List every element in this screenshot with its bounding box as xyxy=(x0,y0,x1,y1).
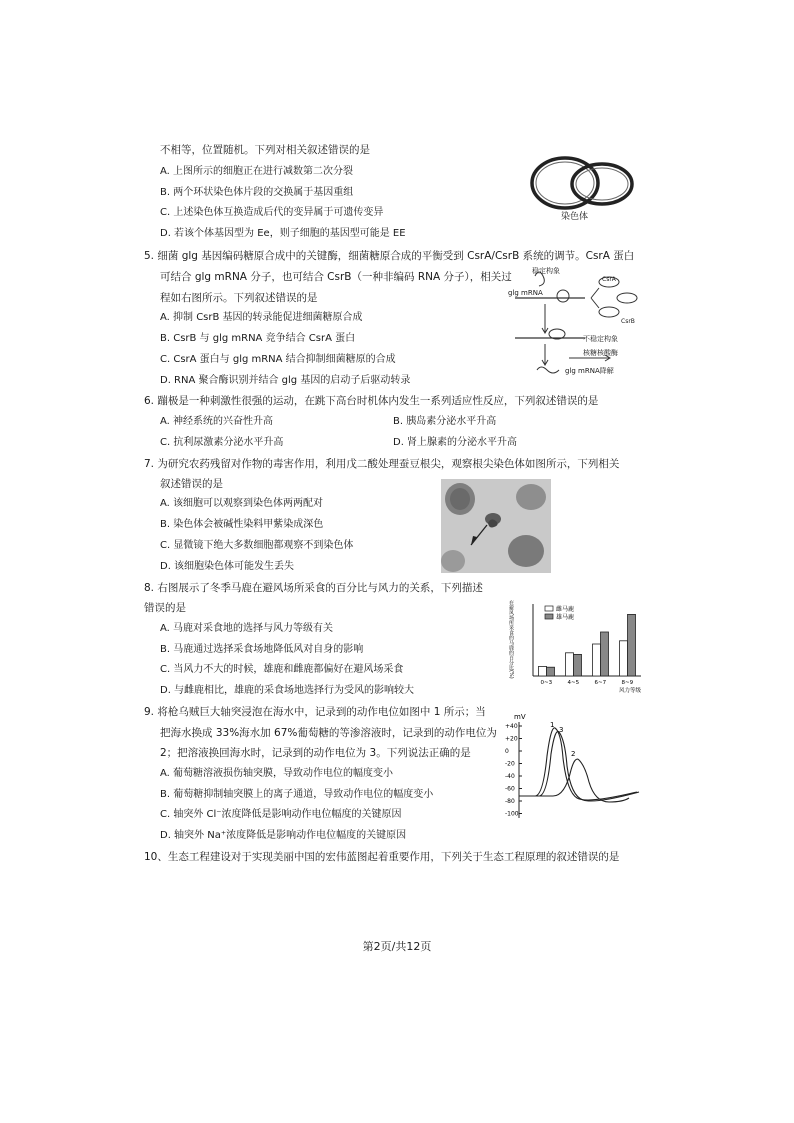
q9-option-d: D. 轴突外 Na⁺浓度降低是影响动作电位幅度的关键原因 xyxy=(160,830,407,841)
q8-option-b: B. 马鹿通过选择采食场地降低风对自身的影响 xyxy=(160,644,364,655)
bar-雌马鹿-0~3 xyxy=(539,666,547,676)
legend-label-雄马鹿: 雄马鹿 xyxy=(556,614,575,621)
ribonuclease-label: 核糖核酸酶 xyxy=(583,349,618,357)
glg-mrna-degrade-label: glg mRNA降解 xyxy=(565,367,614,375)
bar-雄马鹿-6~7 xyxy=(601,632,609,676)
q5-option-d: D. RNA 聚合酶识别并结合 glg 基因的启动子后驱动转录 xyxy=(160,375,411,386)
q7-option-b: B. 染色体会被碱性染料甲紫染成深色 xyxy=(160,519,324,530)
q4-option-a: A. 上图所示的细胞正在进行减数第二次分裂 xyxy=(160,166,354,177)
q6-stem: 6. 蹦极是一种刺激性很强的运动，在跳下高台时机体内发生一系列适应性反应，下列叙述错误的是 xyxy=(144,395,599,407)
legend-label-雌马鹿: 雌马鹿 xyxy=(556,606,575,613)
q9-stem-line1: 9. 将枪乌贼巨大轴突浸泡在海水中，记录到的动作电位如图中 1 所示；当 xyxy=(144,706,486,718)
x-tick-label: 6~7 xyxy=(594,680,607,686)
q9-option-a: A. 葡萄糖溶液损伤轴突膜，导致动作电位的幅度变小 xyxy=(160,768,394,779)
curve-label-1: 1 xyxy=(550,721,555,729)
q7-option-c: C. 显微镜下绝大多数细胞都观察不到染色体 xyxy=(160,540,354,551)
y-tick-label: +40 xyxy=(505,723,518,730)
x-tick-label: 4~5 xyxy=(567,680,580,686)
q4-option-b: B. 两个环状染色体片段的交换属于基因重组 xyxy=(160,187,354,198)
q9-option-c: C. 轴突外 Cl⁻浓度降低是影响动作电位幅度的关键原因 xyxy=(160,809,402,820)
deer-wind-bar-chart xyxy=(507,596,651,696)
page-number: 第2页/共12页 xyxy=(362,940,432,953)
legend-swatch-雌马鹿 xyxy=(545,606,553,611)
q5-stem-line1: 5. 细菌 glg 基因编码糖原合成中的关键酶，细菌糖原合成的平衡受到 CsrA/CsrB 系统的调节。CsrA 蛋白 xyxy=(144,250,635,262)
bar-雌马鹿-6~7 xyxy=(593,644,601,676)
csra-regulation-diagram xyxy=(505,268,645,388)
unstable-conformation-label: 不稳定构象 xyxy=(583,335,618,343)
action-potential-chart xyxy=(505,710,645,822)
q8-stem-line2: 错误的是 xyxy=(144,602,186,614)
x-axis-label: 风力等级 xyxy=(619,688,642,694)
q6-option-a: A. 神经系统的兴奋性升高 xyxy=(160,416,274,427)
q6-option-b: B. 胰岛素分泌水平升高 xyxy=(393,416,497,427)
q4-option-d: D. 若该个体基因型为 Ee，则子细胞的基因型可能是 EE xyxy=(160,228,406,239)
y-tick-label: -40 xyxy=(505,773,515,780)
mv-unit-label: mV xyxy=(514,713,526,721)
glg-mrna-label: glg mRNA xyxy=(508,289,543,297)
y-tick-label: -60 xyxy=(505,785,515,793)
q9-stem-line3: 2；把溶液换回海水时，记录到的动作电位为 3。下列说法正确的是 xyxy=(160,747,471,759)
ring-chromosome-figure xyxy=(527,150,637,230)
bar-雄马鹿-0~3 xyxy=(547,667,555,676)
y-axis-label: 在避风场所采食的马鹿的百分比(%) xyxy=(508,600,514,679)
chromosome-label: 染色体 xyxy=(561,212,589,222)
bar-雌马鹿-8~9 xyxy=(620,641,628,676)
q7-option-a: A. 该细胞可以观察到染色体两两配对 xyxy=(160,498,324,509)
curve-label-3: 3 xyxy=(559,726,564,734)
q7-stem-line1: 7. 为研究农药残留对作物的毒害作用，利用戊二酸处理蚕豆根尖，观察根尖染色体如图所示，下列相关 xyxy=(144,458,620,470)
stable-conformation-label: 稳定构象 xyxy=(532,267,560,275)
q5-option-b: B. CsrB 与 glg mRNA 竞争结合 CsrA 蛋白 xyxy=(160,333,356,344)
legend-swatch-雄马鹿 xyxy=(545,614,553,619)
q4-option-c: C. 上述染色体互换造成后代的变异属于可遗传变异 xyxy=(160,207,384,218)
x-tick-label: 8~9 xyxy=(621,680,634,686)
q5-option-a: A. 抑制 CsrB 基因的转录能促进细菌糖原合成 xyxy=(160,312,363,323)
y-tick-label: -100 xyxy=(505,810,519,818)
q9-stem-line2: 把海水换成 33%海水加 67%葡萄糖的等渗溶液时，记录到的动作电位为 xyxy=(160,727,497,739)
bar-雌马鹿-4~5 xyxy=(566,653,574,676)
curve-label-2: 2 xyxy=(571,750,576,758)
q5-stem-line2: 可结合 glg mRNA 分子，也可结合 CsrB（一种非编码 RNA 分子），相关过 xyxy=(160,271,512,283)
bar-雄马鹿-8~9 xyxy=(628,614,636,676)
q4-intro: 不相等，位置随机。下列对相关叙述错误的是 xyxy=(160,144,370,156)
y-tick-label: -20 xyxy=(505,760,515,768)
q5-option-c: C. CsrA 蛋白与 glg mRNA 结合抑制细菌糖原的合成 xyxy=(160,354,396,365)
q6-option-d: D. 肾上腺素的分泌水平升高 xyxy=(393,437,518,448)
root-tip-micrograph xyxy=(441,479,551,573)
q8-option-a: A. 马鹿对采食地的选择与风力等级有关 xyxy=(160,623,334,634)
q7-stem-line2: 叙述错误的是 xyxy=(160,478,223,490)
q8-option-c: C. 当风力不大的时候，雄鹿和雌鹿都偏好在避风场采食 xyxy=(160,664,404,675)
q8-option-d: D. 与雌鹿相比，雄鹿的采食场地选择行为受风的影响较大 xyxy=(160,685,415,696)
csrb-label: CsrB xyxy=(621,318,635,325)
csra-label: CsrA xyxy=(602,276,616,283)
bar-雄马鹿-4~5 xyxy=(574,654,582,676)
q10-stem: 10、生态工程建设对于实现美丽中国的宏伟蓝图起着重要作用，下列关于生态工程原理的叙述错误的是 xyxy=(144,851,620,863)
x-tick-label: 0~3 xyxy=(540,680,553,686)
q6-option-c: C. 抗利尿激素分泌水平升高 xyxy=(160,437,284,448)
q7-option-d: D. 该细胞染色体可能发生丢失 xyxy=(160,561,295,572)
q9-option-b: B. 葡萄糖抑制轴突膜上的离子通道，导致动作电位的幅度变小 xyxy=(160,789,434,800)
y-tick-label: 0 xyxy=(505,748,509,755)
q5-stem-line3: 程如右图所示。下列叙述错误的是 xyxy=(160,292,318,304)
y-tick-label: +20 xyxy=(505,735,518,743)
q8-stem-line1: 8. 右图展示了冬季马鹿在避风场所采食的百分比与风力的关系，下列描述 xyxy=(144,582,483,594)
y-tick-label: -80 xyxy=(505,798,515,805)
